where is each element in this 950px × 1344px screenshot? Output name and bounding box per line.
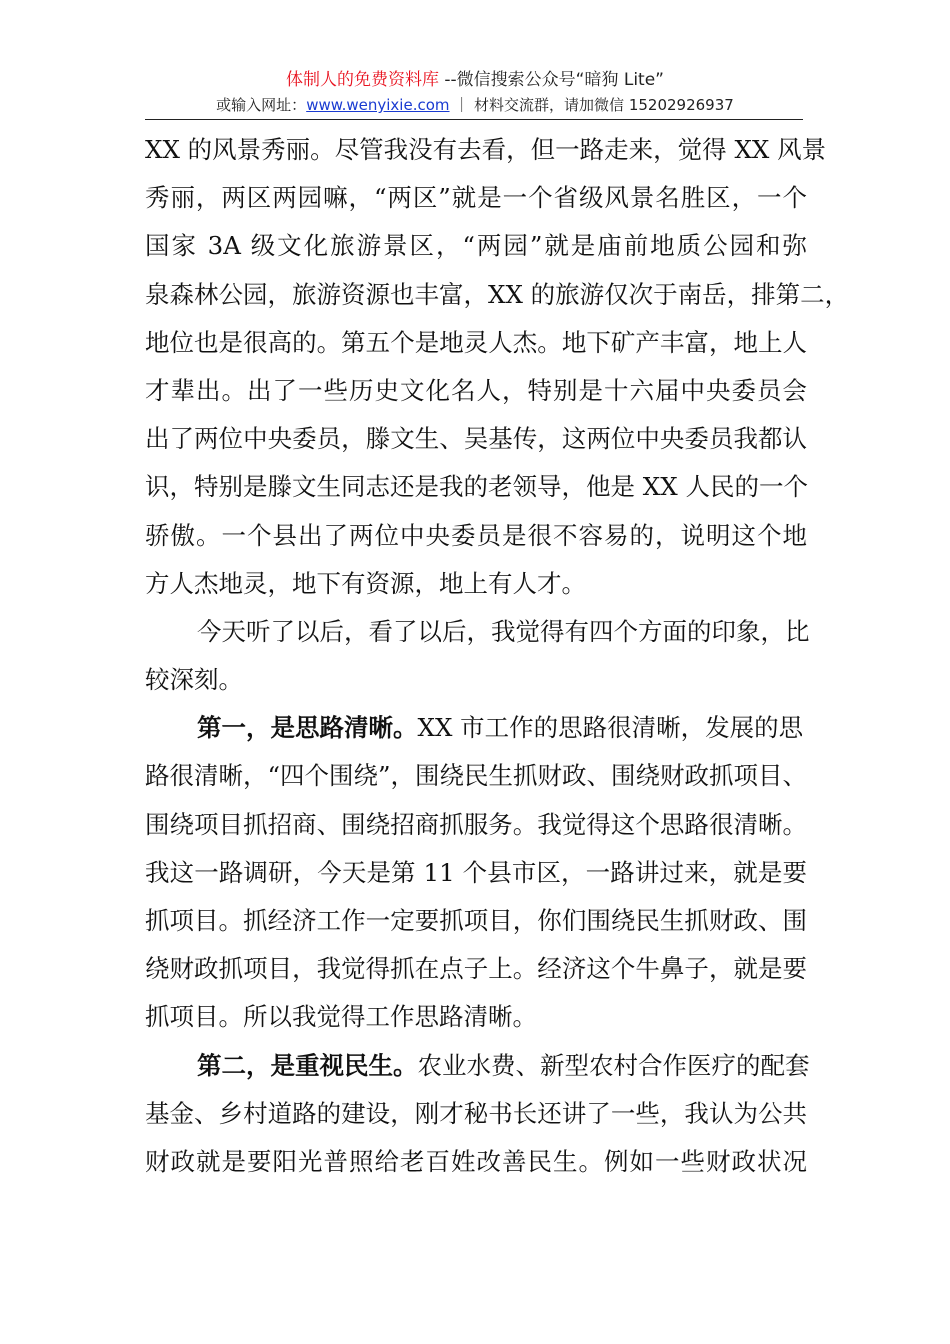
text-line: 较深刻。: [145, 665, 243, 695]
brand-title: 体制人的免费资料库: [285, 70, 439, 90]
text-line: 我这一路调研，今天是第 11 个县市区，一路讲过来，就是要: [145, 857, 807, 887]
section-heading-2: 第二，是重视民生。: [197, 1050, 418, 1080]
text-line: 识，特别是滕文生同志还是我的老领导，他是 XX 人民的一个: [145, 472, 808, 502]
header-line-2: [0, 94, 950, 116]
text-line: 地位也是很高的。第五个是地灵人杰。地下矿产丰富，地上人: [145, 327, 807, 357]
text-line-with-heading: [145, 1042, 810, 1090]
text-span: XX 市工作的思路很清晰，发展的思: [417, 713, 804, 743]
text-line: XX 的风景秀丽。尽管我没有去看，但一路走来，觉得 XX 风景: [145, 135, 827, 164]
text-line: 抓项目。所以我觉得工作思路清晰。: [145, 1002, 537, 1032]
text-line: 泉森林公园，旅游资源也丰富，XX 的旅游仅次于南岳，排第二，: [145, 279, 850, 309]
text-line: 秀丽，两区两园嘛，“两区”就是一个省级风景名胜区，一个: [145, 183, 807, 213]
text-line-with-heading: [145, 704, 807, 752]
text-line: 围绕项目抓招商、围绕招商抓服务。我觉得这个思路很清晰。: [145, 809, 807, 839]
text-line: 基金、乡村道路的建设，刚才秘书长还讲了一些，我认为公共: [145, 1098, 807, 1128]
text-line: 出了两位中央委员，滕文生、吴基传，这两位中央委员我都认: [145, 424, 807, 454]
text-line: 路很清晰，“四个围绕”，围绕民生抓财政、围绕财政抓项目、: [145, 761, 808, 791]
header-line-1: [0, 68, 950, 92]
text-line: 今天听了以后，看了以后，我觉得有四个方面的印象，比: [197, 616, 810, 646]
header-tagline: --微信搜索公众号“暗狗 Lite”: [438, 70, 664, 90]
text-line: 财政就是要阳光普照给老百姓改善民生。例如一些财政状况: [145, 1146, 807, 1176]
text-line: 方人杰地灵，地下有资源，地上有人才。: [145, 568, 586, 598]
header-divider: [145, 119, 803, 120]
text-line: 国家 3A 级文化旅游景区，“两园”就是庙前地质公园和弥: [145, 231, 807, 261]
site-prefix: 或输入网址：: [216, 96, 307, 114]
site-link[interactable]: www.wenyixie.com: [306, 96, 450, 114]
section-heading-1: 第一，是思路清晰。: [197, 713, 418, 743]
text-line: 骄傲。一个县出了两位中央委员是很不容易的，说明这个地: [145, 520, 807, 550]
text-line: 绕财政抓项目，我觉得抓在点子上。经济这个牛鼻子，就是要: [145, 954, 807, 984]
text-line: 抓项目。抓经济工作一定要抓项目，你们围绕民生抓财政、围: [145, 906, 807, 935]
text-line: 才辈出。出了一些历史文化名人，特别是十六届中央委员会: [145, 375, 807, 405]
text-span: 农业水费、新型农村合作医疗的配套: [417, 1050, 810, 1080]
site-suffix: ｜ 材料交流群，请加微信 15202926937: [449, 96, 734, 114]
document-body: [145, 126, 850, 1186]
